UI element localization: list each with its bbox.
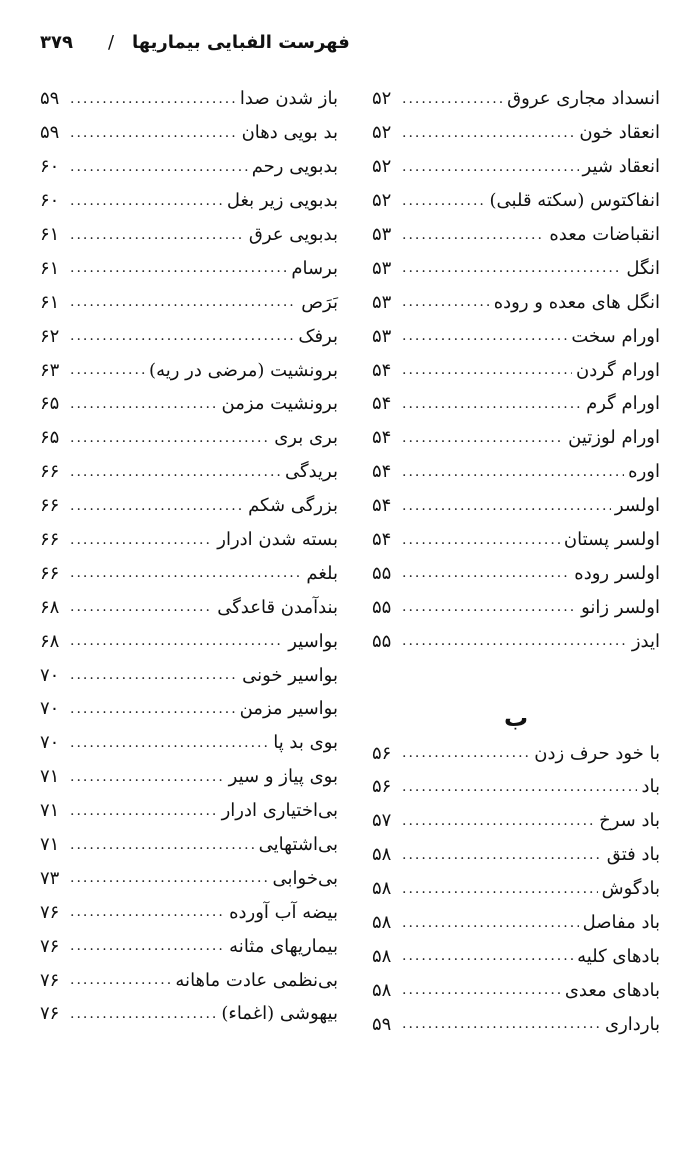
dot-leader — [402, 294, 490, 310]
dot-leader — [402, 948, 573, 964]
entry-page-number: ۷۰ — [40, 732, 60, 754]
entry-name: بزرگی شکم — [248, 495, 338, 517]
dot-leader — [70, 1006, 217, 1022]
dot-leader — [70, 430, 270, 446]
entry-page-number: ۵۴ — [372, 461, 392, 483]
index-entry — [372, 770, 660, 804]
entry-name: اورام لوزتین — [568, 427, 660, 449]
dot-leader — [402, 260, 622, 276]
entry-name: بوی بد پا — [273, 732, 338, 754]
entry-page-number: ۶۶ — [40, 461, 60, 483]
entry-name: بی‌خوابی — [272, 867, 338, 889]
dot-leader — [70, 532, 213, 548]
entry-name: بدبویی عرق — [248, 224, 338, 245]
dot-leader — [402, 982, 561, 998]
index-entry — [40, 387, 338, 421]
index-entry — [40, 489, 338, 523]
dot-leader — [70, 260, 287, 276]
dot-leader — [70, 837, 255, 853]
entry-page-number: ۵۷ — [372, 810, 392, 832]
dot-leader — [402, 599, 577, 615]
dot-leader — [402, 881, 598, 897]
index-entry — [372, 285, 660, 319]
entry-name: بَرَص — [301, 291, 338, 313]
dot-leader — [402, 227, 545, 243]
entry-name: باز شدن صدا — [239, 88, 338, 110]
entry-name: بواسیر خونی — [242, 664, 338, 686]
index-entry — [40, 997, 338, 1031]
index-entry — [372, 804, 660, 838]
entry-page-number: ۵۹ — [40, 122, 60, 144]
entry-page-number: ۵۲ — [372, 190, 392, 212]
dot-leader — [402, 362, 572, 378]
entry-name: اولسر زانو — [581, 596, 660, 618]
entry-name: بواسیر — [288, 630, 338, 652]
index-entry — [40, 828, 338, 862]
entry-page-number: ۶۰ — [40, 190, 60, 212]
entry-page-number: ۷۶ — [40, 935, 60, 957]
entry-name: بواسیر مزمن — [239, 698, 338, 720]
index-entry — [372, 523, 660, 557]
index-entry — [40, 319, 338, 353]
entry-page-number: ۶۶ — [40, 495, 60, 517]
index-entry — [372, 319, 660, 353]
entry-name: بی‌اختیاری ادرار — [221, 800, 338, 822]
entry-page-number: ۷۶ — [40, 901, 60, 923]
index-entry — [40, 251, 338, 285]
entry-page-number: ۵۸ — [372, 979, 392, 1001]
entry-name: بارداری — [605, 1013, 660, 1035]
entry-name: برونشیت مزمن — [221, 393, 338, 415]
entry-name: بادهای معدی — [564, 979, 660, 1001]
entry-page-number: ۵۹ — [40, 88, 60, 110]
entry-page-number: ۶۵ — [40, 427, 60, 449]
entry-name: بدبویی زیر بغل — [226, 190, 338, 212]
index-entry — [372, 1007, 660, 1041]
entry-page-number: ۶۳ — [40, 359, 60, 381]
index-entry — [40, 218, 338, 252]
index-entry — [372, 872, 660, 906]
entry-page-number: ۷۱ — [40, 834, 60, 856]
dot-leader — [402, 91, 503, 107]
index-entry — [372, 489, 660, 523]
dot-leader — [70, 328, 294, 344]
dot-leader — [70, 91, 236, 107]
page-title: فهرست الفبایی بیماریها — [132, 32, 350, 53]
dot-leader — [402, 565, 570, 581]
entry-page-number: ۷۰ — [40, 664, 60, 686]
entry-name: ایدز — [631, 630, 660, 652]
index-entry — [40, 523, 338, 557]
dot-leader — [70, 870, 269, 886]
index-entry — [372, 736, 660, 770]
index-entry — [372, 455, 660, 489]
entry-page-number: ۶۶ — [40, 529, 60, 551]
dot-leader — [70, 803, 218, 819]
dot-leader — [70, 498, 244, 514]
entry-page-number: ۶۱ — [40, 257, 60, 279]
entry-name: بدبویی رحم — [251, 156, 338, 178]
dot-leader — [402, 532, 560, 548]
entry-name: بادگوش — [601, 878, 660, 900]
entry-page-number: ۵۴ — [372, 529, 392, 551]
dot-leader — [402, 813, 595, 829]
index-entry — [372, 906, 660, 940]
entry-name: بری بری — [274, 427, 338, 449]
dot-leader — [70, 565, 302, 581]
entry-name: بیهوشی (اغماء) — [221, 1003, 338, 1025]
index-entry — [40, 794, 338, 828]
entry-name: اولسر روده — [574, 562, 660, 584]
section-letter: ب — [503, 704, 529, 733]
entry-page-number: ۵۶ — [372, 776, 392, 798]
index-entry — [372, 251, 660, 285]
entry-page-number: ۷۳ — [40, 867, 60, 889]
dot-leader — [402, 779, 637, 795]
index-column-right — [372, 82, 660, 1041]
dot-leader — [70, 294, 297, 310]
dot-leader — [70, 599, 213, 615]
dot-leader — [402, 1016, 601, 1032]
index-entry — [372, 421, 660, 455]
entry-page-number: ۵۳ — [372, 291, 392, 313]
entry-page-number: ۵۴ — [372, 495, 392, 517]
entry-name: برفک — [298, 325, 338, 347]
entry-name: باد سرخ — [599, 810, 660, 832]
entry-page-number: ۵۸ — [372, 844, 392, 866]
index-entry — [372, 387, 660, 421]
dot-leader — [70, 701, 236, 717]
entry-page-number: ۵۹ — [372, 1013, 392, 1035]
entry-name: بد بویی دهان — [241, 122, 338, 144]
entry-page-number: ۵۴ — [372, 359, 392, 381]
index-entry — [40, 150, 338, 184]
entry-page-number: ۵۴ — [372, 393, 392, 415]
entry-page-number: ۵۳ — [372, 224, 392, 245]
index-entry — [40, 692, 338, 726]
entry-name: انعقاد شیر — [582, 156, 660, 178]
entry-page-number: ۷۶ — [40, 1003, 60, 1025]
entry-page-number: ۵۸ — [372, 912, 392, 934]
dot-leader — [70, 125, 238, 141]
entry-page-number: ۵۲ — [372, 88, 392, 110]
index-entry — [40, 624, 338, 658]
entry-page-number: ۵۲ — [372, 156, 392, 178]
entry-name: بی‌نظمی عادت ماهانه — [175, 969, 338, 991]
entry-page-number: ۵۵ — [372, 630, 392, 652]
entry-name: با خود حرف زدن — [534, 742, 660, 764]
index-entry — [40, 556, 338, 590]
entry-name: بریدگی — [285, 461, 338, 483]
dot-leader — [70, 769, 225, 785]
entry-name: اورام گرم — [586, 393, 660, 415]
entry-name: اولسر پستان — [563, 529, 660, 551]
entry-name: اولسر — [614, 495, 660, 517]
entry-name: باد فتق — [606, 844, 660, 866]
entry-page-number: ۶۱ — [40, 224, 60, 245]
dot-leader — [70, 227, 245, 243]
index-entry — [40, 116, 338, 150]
index-column-left — [40, 82, 338, 1031]
dot-leader — [402, 159, 579, 175]
index-entry — [40, 726, 338, 760]
entry-page-number: ۶۸ — [40, 596, 60, 618]
index-entry — [372, 590, 660, 624]
entry-name: برسام — [291, 257, 338, 279]
entry-name: بلغم — [306, 562, 338, 584]
entry-name: بسته شدن ادرار — [217, 529, 338, 551]
index-entry — [40, 895, 338, 929]
index-entry — [372, 184, 660, 218]
dot-leader — [402, 745, 530, 761]
entry-name: بیضه آب آورده — [229, 901, 338, 923]
entry-page-number: ۶۵ — [40, 393, 60, 415]
dot-leader — [402, 498, 611, 514]
entry-name: انعقاد خون — [579, 122, 660, 144]
entry-page-number: ۵۳ — [372, 325, 392, 347]
dot-leader — [70, 396, 218, 412]
entry-page-number: ۶۸ — [40, 630, 60, 652]
entry-page-number: ۵۸ — [372, 945, 392, 967]
entry-name: انقباضات معده — [549, 224, 660, 245]
dot-leader — [402, 328, 567, 344]
entry-page-number: ۵۵ — [372, 562, 392, 584]
index-entry — [372, 556, 660, 590]
entry-name: بندآمدن قاعدگی — [217, 596, 338, 618]
index-entry — [372, 150, 660, 184]
page-header — [40, 32, 660, 62]
section-gap — [372, 658, 660, 682]
dot-leader — [70, 938, 225, 954]
entry-page-number: ۵۵ — [372, 596, 392, 618]
entry-page-number: ۵۴ — [372, 427, 392, 449]
dot-leader — [70, 735, 269, 751]
dot-leader — [402, 633, 628, 649]
entry-page-number: ۶۶ — [40, 562, 60, 584]
entry-page-number: ۵۸ — [372, 878, 392, 900]
entry-name: انسداد مجاری عروق — [507, 88, 660, 110]
dot-leader — [402, 847, 603, 863]
entry-name: اورام سخت — [571, 325, 660, 347]
dot-leader — [402, 193, 486, 209]
entry-name: انگل های معده و روده — [493, 291, 660, 313]
header-separator: / — [108, 32, 115, 53]
index-entry — [40, 658, 338, 692]
dot-leader — [70, 159, 248, 175]
index-entry — [372, 82, 660, 116]
index-entry — [40, 455, 338, 489]
entry-name: برونشیت (مرضی در ریه) — [149, 359, 338, 381]
index-entry — [40, 760, 338, 794]
entry-page-number: ۶۲ — [40, 325, 60, 347]
dot-leader — [402, 464, 624, 480]
index-entry — [40, 82, 338, 116]
dot-leader — [402, 915, 579, 931]
index-entry — [372, 973, 660, 1007]
index-entry — [372, 116, 660, 150]
index-entry — [372, 353, 660, 387]
dot-leader — [70, 633, 284, 649]
entry-page-number: ۶۱ — [40, 291, 60, 313]
dot-leader — [70, 193, 223, 209]
index-entry — [40, 963, 338, 997]
entry-page-number: ۷۱ — [40, 800, 60, 822]
entry-name: بوی پیاز و سیر — [228, 766, 338, 788]
index-entry — [372, 838, 660, 872]
entry-page-number: ۵۲ — [372, 122, 392, 144]
entry-name: اوره — [628, 461, 660, 483]
entry-name: باد مفاصل — [582, 912, 660, 934]
page-number: ۳۷۹ — [40, 32, 73, 53]
index-entry — [40, 929, 338, 963]
entry-page-number: ۵۳ — [372, 257, 392, 279]
entry-name: بیماریهای مثانه — [229, 935, 338, 957]
entry-page-number: ۷۰ — [40, 698, 60, 720]
index-entry — [40, 285, 338, 319]
dot-leader — [70, 972, 171, 988]
index-entry — [372, 624, 660, 658]
index-entry — [40, 421, 338, 455]
index-entry — [40, 184, 338, 218]
dot-leader — [70, 667, 238, 683]
entry-page-number: ۷۱ — [40, 766, 60, 788]
index-entry — [372, 218, 660, 252]
entry-name: انفاکتوس (سکته قلبی) — [489, 190, 660, 212]
index-entry — [40, 590, 338, 624]
dot-leader — [70, 904, 225, 920]
dot-leader — [70, 464, 281, 480]
entry-name: انگل — [626, 257, 660, 279]
index-entry — [372, 939, 660, 973]
index-entry — [40, 353, 338, 387]
dot-leader — [402, 430, 564, 446]
dot-leader — [402, 125, 575, 141]
index-entry — [40, 861, 338, 895]
entry-name: باد — [641, 776, 660, 798]
entry-page-number: ۵۶ — [372, 742, 392, 764]
entry-name: بادهای کلیه — [577, 945, 660, 967]
dot-leader — [70, 362, 145, 378]
entry-name: بی‌اشتهایی — [258, 834, 338, 856]
entry-page-number: ۷۶ — [40, 969, 60, 991]
entry-page-number: ۶۰ — [40, 156, 60, 178]
dot-leader — [402, 396, 582, 412]
entry-name: اورام گردن — [576, 359, 660, 381]
